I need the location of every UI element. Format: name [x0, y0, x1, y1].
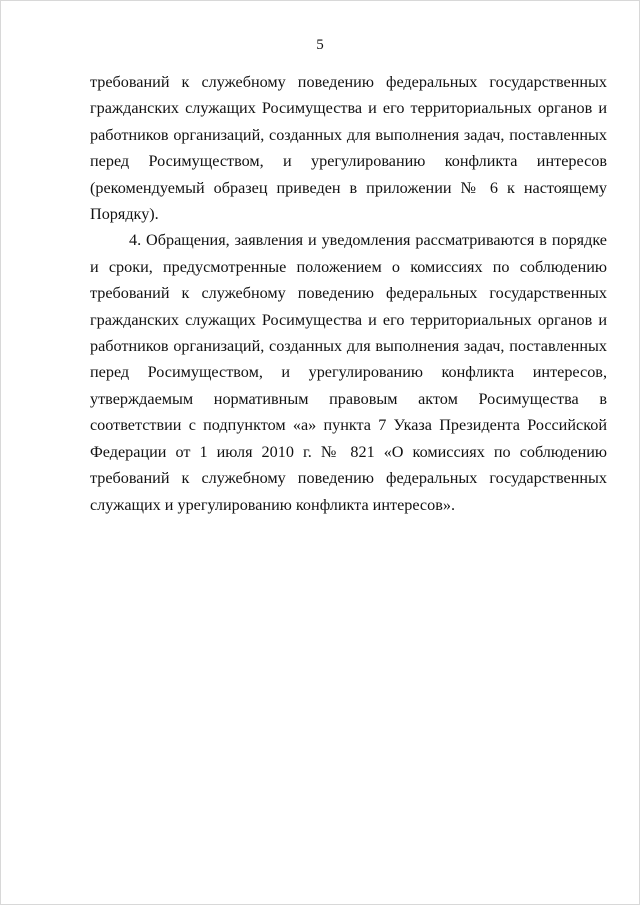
page-number: 5: [316, 37, 324, 53]
paragraph-item-4: 4. Обращения, заявления и уведомления рассматриваются в порядке и сроки, предусмотренные положением о комиссиях по соблюдению требований к служебному поведению федеральных государственных гражданских служащих Росимущества и его территориальных органов и работников организаций, созданных для выполнения задач, поставленных перед Росимуществом, и урегулированию конфликта интересов, утверждаемым нормативным правовым актом Росимущества в соответствии с подпунктом «а» пункта 7 Указа Президента Российской Федерации от 1 июля 2010 г. № 821 «О комиссиях по соблюдению требований к служебному поведению федеральных государственных служащих и урегулированию конфликта интересов».: [90, 231, 607, 514]
paragraph-continuation: требований к служебному поведению федеральных государственных гражданских служащих Росимущества и его территориальных органов и работников организаций, созданных для выполнения задач, поставленных перед Росимуществом, и урегулированию конфликта интересов (рекомендуемый образец приведен в приложении № 6 к настоящему Порядку).: [90, 73, 607, 224]
document-body: [90, 69, 607, 518]
